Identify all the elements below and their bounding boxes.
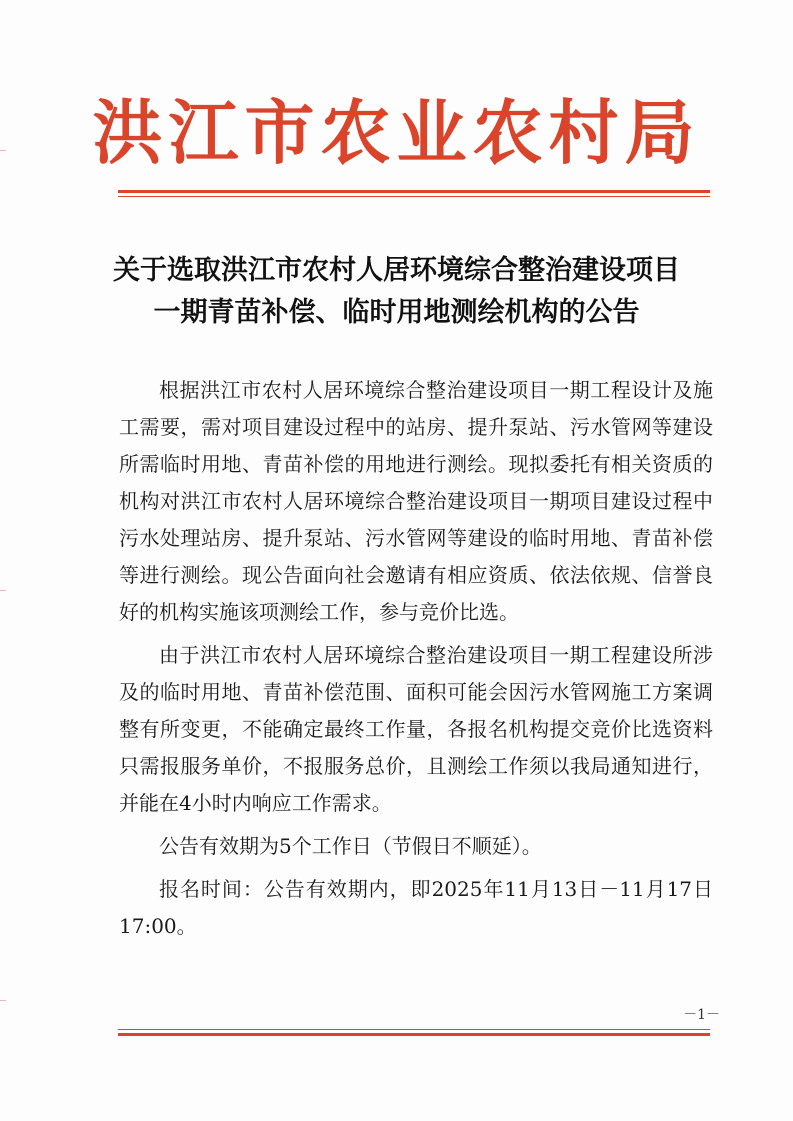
masthead-rule-thick	[118, 190, 710, 193]
notice-title	[80, 250, 713, 334]
body-paragraph: 报名时间：公告有效期内，即2025年11月13日－11月17日17:00。	[119, 877, 713, 938]
body-paragraph: 根据洪江市农村人居环境综合整治建设项目一期工程设计及施工需要，需对项目建设过程中的站房、提升泵站、污水管网等建设所需临时用地、青苗补偿的用地进行测绘。现拟委托有相关资质的机构对洪江市农村人居环境综合整治建设项目一期项目建设过程中污水处理站房、提升泵站、污水管网等建设的临时用地、青苗补偿等进行测绘。现公告面向社会邀请有相应资质、依法依规、信誉良好的机构实施该项测绘工作，参与竞价比选。	[119, 378, 713, 624]
scan-margin-mark	[0, 590, 6, 591]
footer-rule	[118, 1029, 710, 1036]
notice-title-line-1: 关于选取洪江市农村人居环境综合整治建设项目	[113, 255, 680, 286]
scan-margin-mark	[0, 1000, 6, 1001]
body-paragraph: 公告有效期为5个工作日（节假日不顺延）。	[159, 834, 542, 858]
masthead-rule-thin	[118, 196, 710, 197]
page-number: －1－	[683, 1007, 720, 1023]
footer-rule-thin	[118, 1029, 710, 1030]
agency-masthead: 洪江市农业农村局	[92, 91, 701, 174]
body-paragraph: 由于洪江市农村人居环境综合整治建设项目一期工程建设所涉及的临时用地、青苗补偿范围、面积可能会因污水管网施工方案调整有所变更，不能确定最终工作量，各报名机构提交竞价比选资料只需报服务单价，不报服务总价，且测绘工作须以我局通知进行，并能在4小时内响应工作需求。	[119, 643, 713, 815]
footer-rule-thick	[118, 1033, 710, 1036]
notice-body	[119, 372, 713, 951]
notice-title-line-2: 一期青苗补偿、临时用地测绘机构的公告	[153, 297, 640, 328]
masthead-rule	[118, 190, 710, 197]
